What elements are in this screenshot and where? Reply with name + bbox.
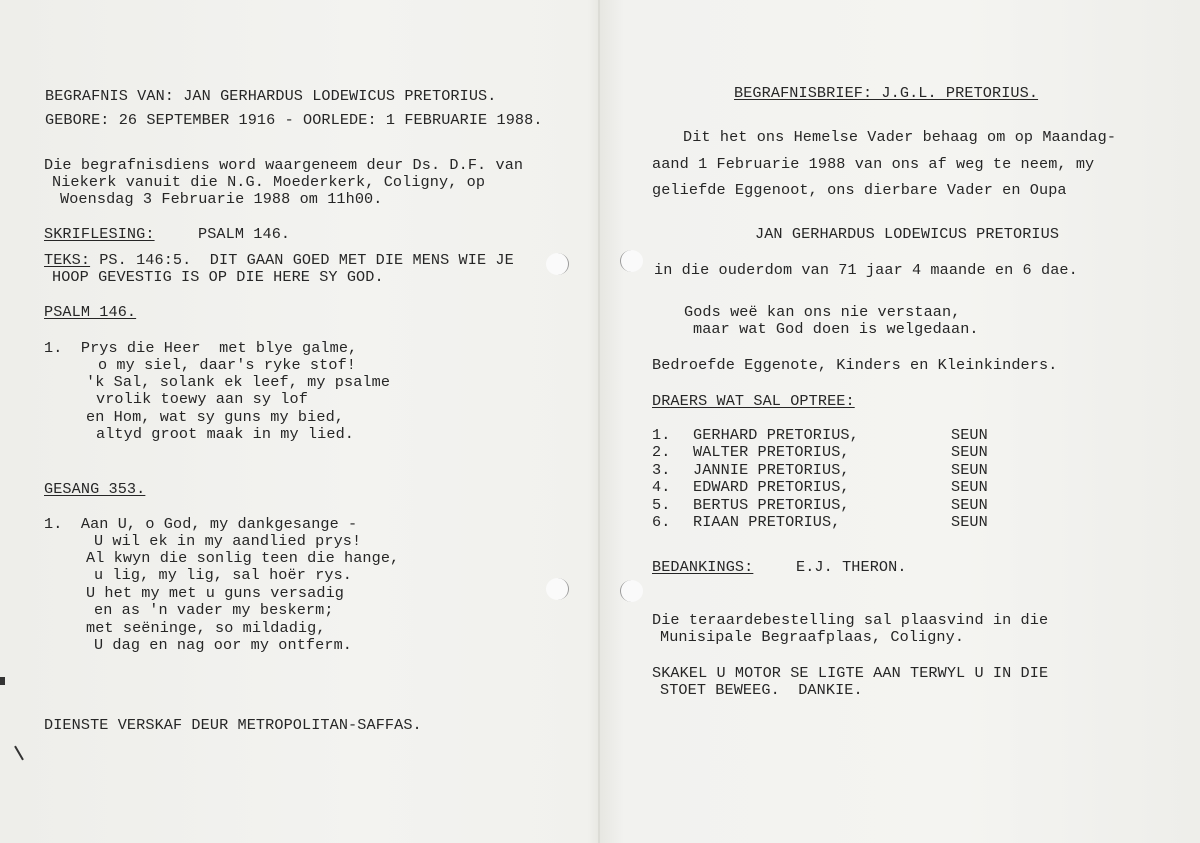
service-line: Woensdag 3 Februarie 1988 om 11h00. bbox=[60, 190, 383, 208]
right-title: BEGRAFNISBRIEF: J.G.L. PRETORIUS. bbox=[734, 84, 1039, 102]
gesang-line: U dag en nag oor my ontferm. bbox=[94, 636, 352, 654]
intro-line: aand 1 Februarie 1988 van ons af weg te neem, my bbox=[652, 155, 1095, 173]
gesang-line: Al kwyn die sonlig teen die hange, bbox=[86, 549, 400, 567]
bearer-name: BERTUS PRETORIUS, bbox=[693, 496, 850, 514]
bearer-role: SEUN bbox=[951, 478, 988, 496]
verse-line: Gods weë kan ons nie verstaan, bbox=[684, 303, 961, 321]
psalm-line: vrolik toewy aan sy lof bbox=[96, 390, 308, 408]
psalm-line: 1. Prys die Heer met blye galme, bbox=[44, 339, 358, 357]
punch-hole bbox=[620, 580, 643, 602]
burial-line: Die teraardebestelling sal plaasvind in die bbox=[652, 611, 1049, 629]
punch-hole bbox=[546, 253, 569, 275]
punch-hole bbox=[546, 578, 569, 600]
reading-value: PSALM 146. bbox=[198, 225, 291, 243]
thanks-label: BEDANKINGS: bbox=[652, 558, 754, 576]
gesang-heading: GESANG 353. bbox=[44, 480, 146, 498]
bearers-heading: DRAERS WAT SAL OPTREE: bbox=[652, 392, 855, 410]
intro-line: geliefde Eggenoot, ons dierbare Vader en Oupa bbox=[652, 181, 1067, 199]
lights-line: STOET BEWEEG. DANKIE. bbox=[660, 681, 863, 699]
bearer-role: SEUN bbox=[951, 426, 988, 444]
text-value: HOOP GEVESTIG IS OP DIE HERE SY GOD. bbox=[52, 268, 384, 286]
psalm-heading: PSALM 146. bbox=[44, 303, 137, 321]
burial-line: Munisipale Begraafplaas, Coligny. bbox=[660, 628, 965, 646]
gesang-line: en as 'n vader my beskerm; bbox=[94, 601, 334, 619]
ink-mark bbox=[0, 677, 5, 685]
psalm-line: 'k Sal, solank ek leef, my psalme bbox=[86, 373, 391, 391]
verse-line: maar wat God doen is welgedaan. bbox=[693, 320, 979, 338]
age-line: in die ouderdom van 71 jaar 4 maande en 6 dae. bbox=[654, 261, 1078, 279]
thanks-value: E.J. THERON. bbox=[796, 558, 907, 576]
deceased-name: JAN GERHARDUS LODEWICUS PRETORIUS bbox=[755, 225, 1060, 243]
bearer-number: 2. bbox=[652, 443, 671, 461]
text-value: PS. 146:5. DIT GAAN GOED MET DIE MENS WIE JE bbox=[90, 251, 514, 269]
bearer-name: GERHARD PRETORIUS, bbox=[693, 426, 859, 444]
bearer-number: 4. bbox=[652, 478, 671, 496]
bearer-number: 3. bbox=[652, 461, 671, 479]
bearer-name: JANNIE PRETORIUS, bbox=[693, 461, 850, 479]
service-line: Die begrafnisdiens word waargeneem deur Ds. D.F. van bbox=[44, 156, 524, 174]
lights-line: SKAKEL U MOTOR SE LIGTE AAN TERWYL U IN DIE bbox=[652, 664, 1049, 682]
gesang-line: U het my met u guns versadig bbox=[86, 584, 344, 602]
psalm-line: altyd groot maak in my lied. bbox=[96, 425, 354, 443]
reading-label: SKRIFLESING: bbox=[44, 225, 155, 243]
left-footer: DIENSTE VERSKAF DEUR METROPOLITAN-SAFFAS. bbox=[44, 716, 422, 734]
left-dates: GEBORE: 26 SEPTEMBER 1916 - OORLEDE: 1 FEBRUARIE 1988. bbox=[45, 111, 543, 129]
page-fold bbox=[598, 0, 600, 843]
gesang-line: met seëninge, so mildadig, bbox=[86, 619, 326, 637]
bearer-role: SEUN bbox=[951, 443, 988, 461]
service-line: Niekerk vanuit die N.G. Moederkerk, Coligny, op bbox=[52, 173, 486, 191]
gesang-line: 1. Aan U, o God, my dankgesange - bbox=[44, 515, 358, 533]
psalm-line: o my siel, daar's ryke stof! bbox=[98, 356, 356, 374]
bearer-number: 6. bbox=[652, 513, 671, 531]
gesang-line: u lig, my lig, sal hoër rys. bbox=[94, 566, 352, 584]
bearer-number: 5. bbox=[652, 496, 671, 514]
psalm-line: en Hom, wat sy guns my bied, bbox=[86, 408, 344, 426]
bearer-name: WALTER PRETORIUS, bbox=[693, 443, 850, 461]
intro-line: Dit het ons Hemelse Vader behaag om op Maandag- bbox=[683, 128, 1117, 146]
bearer-role: SEUN bbox=[951, 461, 988, 479]
bearer-name: EDWARD PRETORIUS, bbox=[693, 478, 850, 496]
bearer-role: SEUN bbox=[951, 513, 988, 531]
bearer-name: RIAAN PRETORIUS, bbox=[693, 513, 841, 531]
left-title: BEGRAFNIS VAN: JAN GERHARDUS LODEWICUS PRETORIUS. bbox=[45, 87, 497, 105]
punch-hole bbox=[620, 250, 643, 272]
bearer-number: 1. bbox=[652, 426, 671, 444]
mourners-line: Bedroefde Eggenote, Kinders en Kleinkinders. bbox=[652, 356, 1058, 374]
text-label: TEKS: bbox=[44, 251, 91, 269]
bearer-role: SEUN bbox=[951, 496, 988, 514]
gesang-line: U wil ek in my aandlied prys! bbox=[94, 532, 362, 550]
